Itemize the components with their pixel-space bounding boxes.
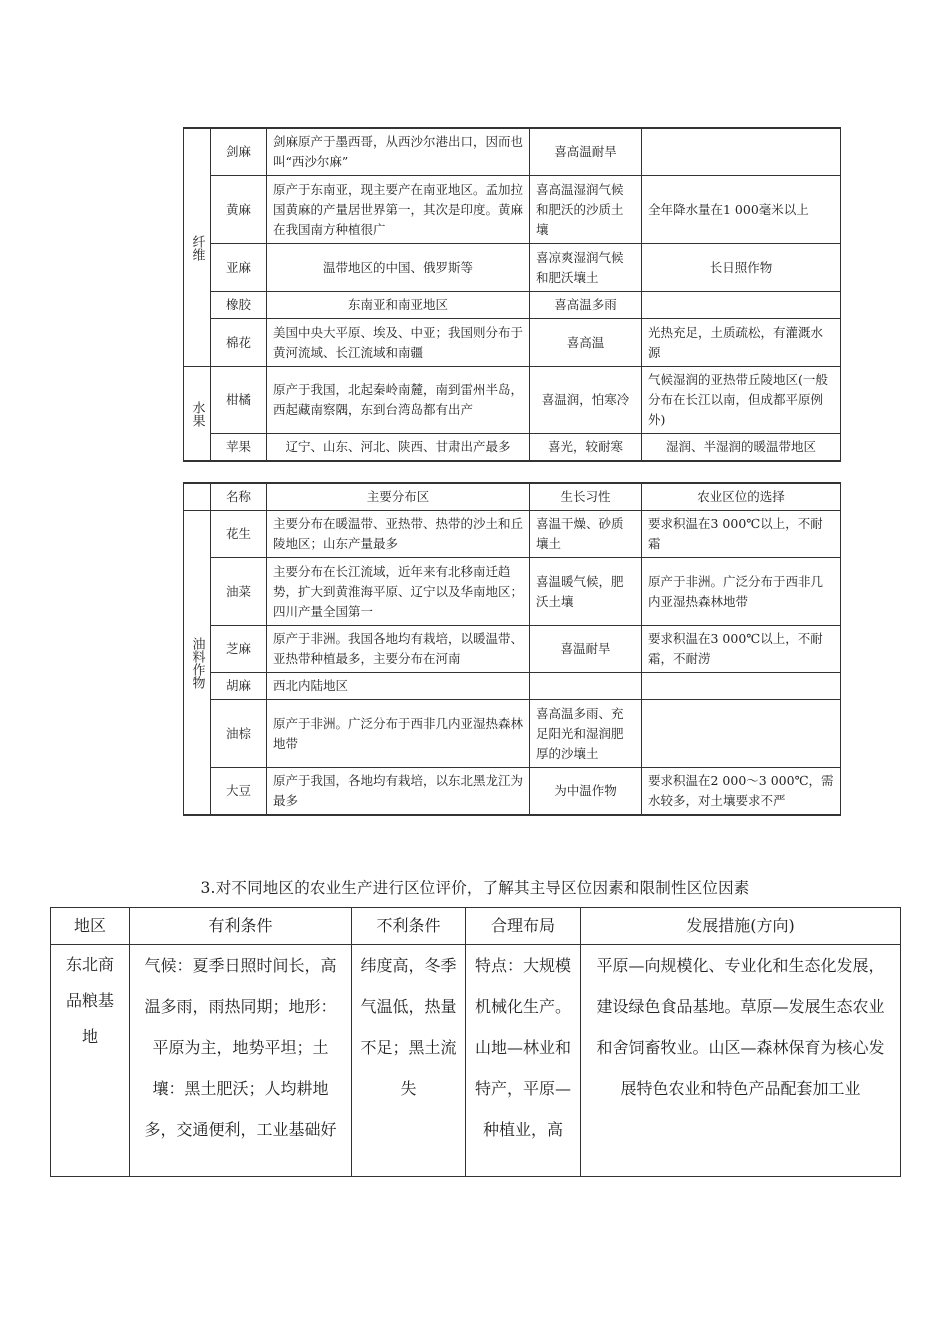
crop-habit: 喜温干燥、砂质壤土: [530, 511, 642, 558]
crop-location-choice: [642, 700, 841, 768]
crop-habit: [530, 673, 642, 700]
measures-cell: 平原—向规模化、专业化和生态化发展，建设绿色食品基地。草原—发展生态农业和舍饲畜牧业。山区—森林保育为核心发展特色农业和特色产品配套加工业: [581, 945, 901, 1177]
table-row: [184, 367, 841, 434]
table-row: [184, 700, 841, 768]
category-cell: 油料作物: [184, 511, 211, 816]
crop-location-choice: 原产于非洲。广泛分布于西非几内亚湿热森林地带: [642, 558, 841, 626]
crop-table-fiber-fruit: [183, 127, 841, 462]
crop-habit: 喜高温湿润气候和肥沃的沙质土壤: [530, 176, 642, 244]
crop-location-choice: 光热充足，土质疏松，有灌溉水源: [642, 319, 841, 367]
crop-distribution: 西北内陆地区: [267, 673, 530, 700]
crop-habit: 喜温暖气候，肥沃土壤: [530, 558, 642, 626]
crop-distribution: 原产于我国，北起秦岭南麓，南到雷州半岛，西起藏南察隅，东到台湾岛都有出产: [267, 367, 530, 434]
table-row: [184, 319, 841, 367]
crop-location-choice: [642, 673, 841, 700]
crop-habit: 喜高温多雨: [530, 292, 642, 319]
crop-habit: 喜光，较耐寒: [530, 434, 642, 462]
table-row: [184, 292, 841, 319]
region-evaluation-table: [50, 907, 901, 1177]
table-row: [184, 434, 841, 462]
crop-name: 苹果: [211, 434, 267, 462]
crop-name: 黄麻: [211, 176, 267, 244]
crop-habit: 喜凉爽湿润气候和肥沃壤土: [530, 244, 642, 292]
crop-distribution: 原产于非洲。我国各地均有栽培，以暖温带、亚热带种植最多，主要分布在河南: [267, 626, 530, 673]
crop-table-oil: [183, 482, 841, 816]
region-cell: 东北商品粮基地: [51, 945, 130, 1177]
crop-name: 剑麻: [211, 128, 267, 176]
table-row: [184, 244, 841, 292]
crop-location-choice: [642, 128, 841, 176]
unfavorable-cell: 纬度高，冬季气温低，热量不足；黑土流失: [352, 945, 466, 1177]
crop-distribution: 东南亚和南亚地区: [267, 292, 530, 319]
crop-location-choice: 要求积温在3 000℃以上，不耐霜: [642, 511, 841, 558]
section-caption: 3.对不同地区的农业生产进行区位评价，了解其主导区位因素和限制性区位因素: [200, 879, 750, 897]
crop-location-choice: 全年降水量在1 000毫米以上: [642, 176, 841, 244]
layout-cell: 特点：大规模机械化生产。山地—林业和特产，平原—种植业，高: [466, 945, 581, 1177]
crop-name: 橡胶: [211, 292, 267, 319]
crop-habit: 喜高温: [530, 319, 642, 367]
crop-distribution: 原产于我国，各地均有栽培，以东北黑龙江为最多: [267, 768, 530, 816]
crop-habit: 喜高温多雨、充足阳光和湿润肥厚的沙壤土: [530, 700, 642, 768]
crop-location-choice: 湿润、半湿润的暖温带地区: [642, 434, 841, 462]
crop-name: 柑橘: [211, 367, 267, 434]
crop-name: 胡麻: [211, 673, 267, 700]
table-row: [184, 128, 841, 176]
favorable-cell: 气候：夏季日照时间长，高温多雨，雨热同期；地形：平原为主，地势平坦；土壤：黑土肥沃；人均耕地多，交通便利，工业基础好: [130, 945, 352, 1177]
crop-habit: 喜温耐旱: [530, 626, 642, 673]
table-header-row: [51, 908, 901, 945]
crop-name: 亚麻: [211, 244, 267, 292]
crop-location-choice: [642, 292, 841, 319]
crop-distribution: 主要分布在暖温带、亚热带、热带的沙土和丘陵地区；山东产量最多: [267, 511, 530, 558]
header-region: 地区: [51, 908, 130, 945]
header-habit: 生长习性: [530, 483, 642, 511]
header-location-choice: 农业区位的选择: [642, 483, 841, 511]
crop-distribution: 美国中央大平原、埃及、中亚；我国则分布于黄河流域、长江流域和南疆: [267, 319, 530, 367]
crop-name: 油棕: [211, 700, 267, 768]
header-name: 名称: [211, 483, 267, 511]
crop-distribution: 剑麻原产于墨西哥，从西沙尔港出口，因而也叫“西沙尔麻”: [267, 128, 530, 176]
category-cell: 水果: [184, 367, 211, 462]
table-row: [184, 511, 841, 558]
header-layout: 合理布局: [466, 908, 581, 945]
crop-location-choice: 长日照作物: [642, 244, 841, 292]
crop-habit: 为中温作物: [530, 768, 642, 816]
crop-location-choice: 要求积温在3 000℃以上，不耐霜，不耐涝: [642, 626, 841, 673]
crop-location-choice: 要求积温在2 000～3 000℃，需水较多，对土壤要求不严: [642, 768, 841, 816]
header-blank: [184, 483, 211, 511]
header-favorable: 有利条件: [130, 908, 352, 945]
crop-name: 大豆: [211, 768, 267, 816]
table-header-row: [184, 483, 841, 511]
crop-distribution: 温带地区的中国、俄罗斯等: [267, 244, 530, 292]
header-distribution: 主要分布区: [267, 483, 530, 511]
crop-distribution: 原产于东南亚，现主要产在南亚地区。孟加拉国黄麻的产量居世界第一，其次是印度。黄麻在我国南方种植很广: [267, 176, 530, 244]
crop-name: 花生: [211, 511, 267, 558]
crop-name: 芝麻: [211, 626, 267, 673]
crop-distribution: 原产于非洲。广泛分布于西非几内亚湿热森林地带: [267, 700, 530, 768]
crop-location-choice: 气候湿润的亚热带丘陵地区(一般分布在长江以南，但成都平原例外): [642, 367, 841, 434]
table-row: [184, 626, 841, 673]
crop-name: 棉花: [211, 319, 267, 367]
table-row: [184, 176, 841, 244]
table-row: [51, 945, 901, 1177]
crop-habit: 喜温润，怕寒冷: [530, 367, 642, 434]
crop-distribution: 主要分布在长江流域，近年来有北移南迁趋势，扩大到黄淮海平原、辽宁以及华南地区；四川产量全国第一: [267, 558, 530, 626]
header-unfavorable: 不利条件: [352, 908, 466, 945]
table-row: [184, 558, 841, 626]
category-cell: 纤维: [184, 128, 211, 367]
crop-name: 油菜: [211, 558, 267, 626]
table-row: [184, 673, 841, 700]
crop-distribution: 辽宁、山东、河北、陕西、甘肃出产最多: [267, 434, 530, 462]
header-measures: 发展措施(方向): [581, 908, 901, 945]
table-row: [184, 768, 841, 816]
crop-habit: 喜高温耐旱: [530, 128, 642, 176]
